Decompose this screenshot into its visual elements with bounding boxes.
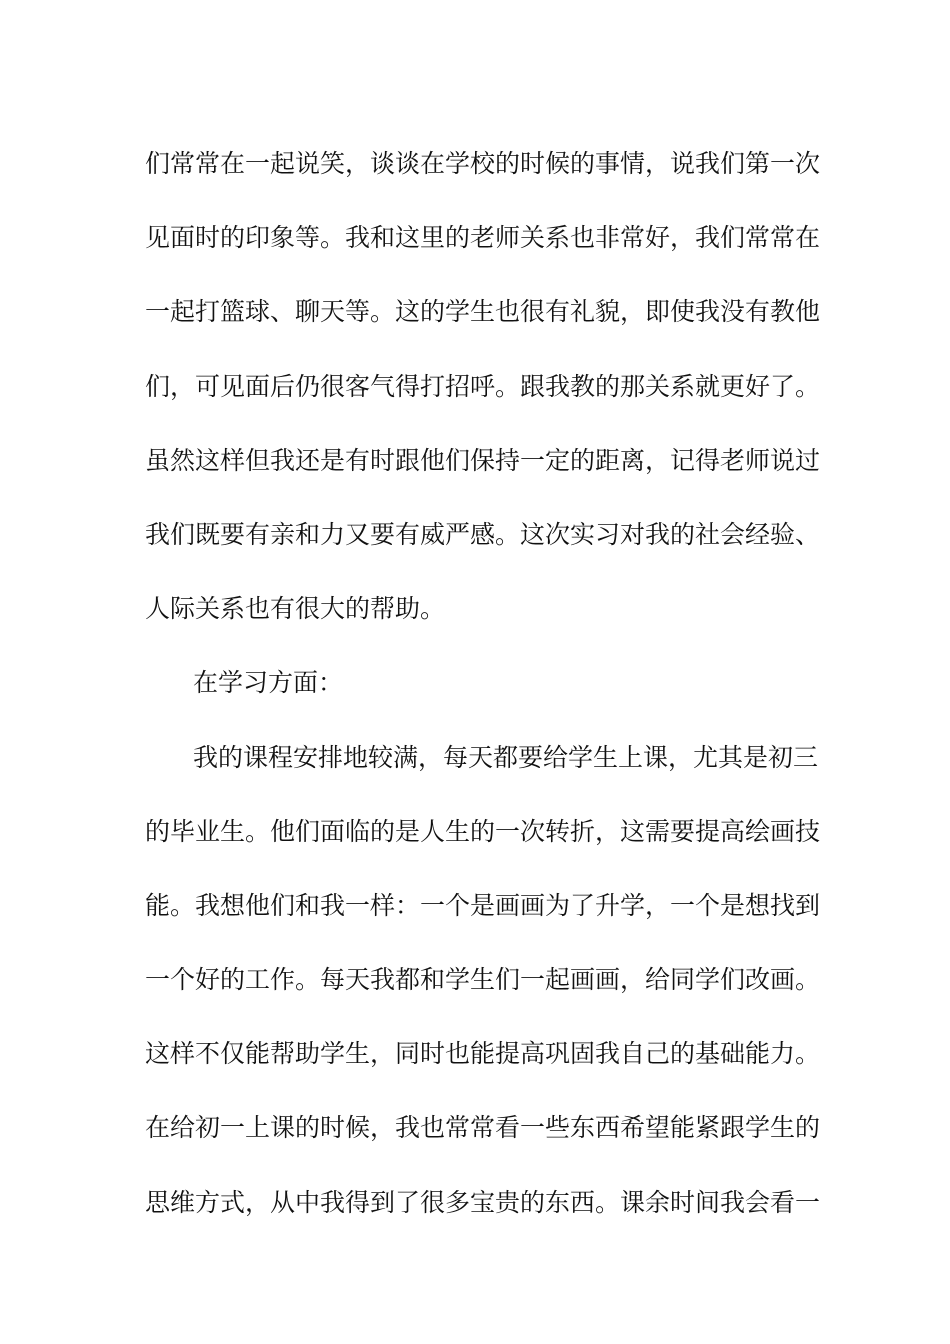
- text-line: 这样不仅能帮助学生，同时也能提高巩固我自己的基础能力。: [145, 1039, 821, 1069]
- text-line: 见面时的印象等。我和这里的老师关系也非常好，我们常常在: [145, 223, 821, 253]
- text-line: 我们既要有亲和力又要有威严感。这次实习对我的社会经验、: [145, 519, 821, 549]
- text-line: 一起打篮球、聊天等。这的学生也很有礼貌，即使我没有教他: [145, 297, 821, 327]
- text-line: 在给初一上课的时候，我也常常看一些东西希望能紧跟学生的: [145, 1113, 821, 1143]
- text-line: 的毕业生。他们面临的是人生的一次转折，这需要提高绘画技: [145, 816, 821, 846]
- text-line: 思维方式，从中我得到了很多宝贵的东西。课余时间我会看一: [145, 1187, 821, 1217]
- body-text: [145, 127, 821, 1240]
- text-line: 虽然这样但我还是有时跟他们保持一定的距离，记得老师说过: [145, 445, 821, 475]
- text-line: 们，可见面后仍很客气得打招呼。跟我教的那关系就更好了。: [145, 371, 821, 401]
- text-line: 能。我想他们和我一样：一个是画画为了升学，一个是想找到: [145, 890, 821, 920]
- text-line: 一个好的工作。每天我都和学生们一起画画，给同学们改画。: [145, 965, 821, 995]
- section-heading: 在学习方面：: [193, 668, 344, 698]
- text-line: 人际关系也有很大的帮助。: [145, 594, 446, 624]
- text-line: 们常常在一起说笑，谈谈在学校的时候的事情，说我们第一次: [145, 149, 821, 178]
- text-line: 我的课程安排地较满，每天都要给学生上课，尤其是初三: [193, 742, 819, 772]
